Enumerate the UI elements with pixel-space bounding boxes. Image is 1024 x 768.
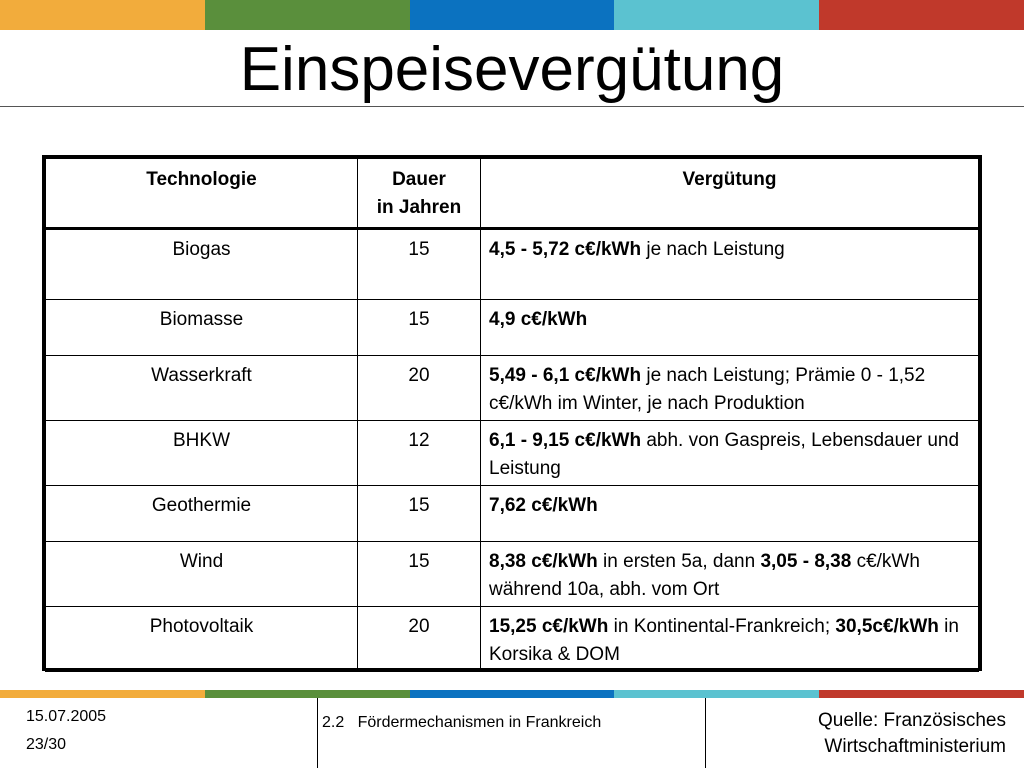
cell-technology: Photovoltaik — [46, 607, 358, 672]
rate-note: abh. von Gaspreis, Lebensdauer und Leistung — [489, 430, 960, 479]
table-row — [46, 356, 979, 421]
rate-value: 4,5 - 5,72 c€/kWh — [489, 239, 642, 260]
header-duration-line1: Dauer — [392, 169, 446, 190]
cell-technology: Wasserkraft — [46, 356, 358, 421]
rate-note: in Kontinental-Frankreich; — [608, 616, 836, 637]
cell-compensation — [481, 300, 979, 356]
slide-title: Einspeisevergütung — [239, 35, 785, 104]
rate-note: in ersten 5a, dann — [597, 551, 761, 572]
footer-source-line1: Quelle: Französisches — [818, 710, 1006, 731]
rate-note: je nach Leistung; Prämie 0 - 1,52 c€/kWh im Winter, je nach Produktion — [489, 365, 926, 414]
stripe-cyan — [614, 0, 819, 30]
rate-note-2: in Korsika & DOM — [489, 616, 959, 665]
footer-date: 15.07.2005 — [26, 708, 107, 725]
table-header-row — [46, 159, 979, 229]
stripe-cyan — [614, 690, 819, 698]
rate-value: 4,9 c€/kWh — [489, 309, 588, 330]
cell-technology: Wind — [46, 542, 358, 607]
rate-value-2: 30,5c€/kWh — [835, 616, 939, 637]
cell-years: 15 — [358, 300, 481, 356]
rate-value-2: 3,05 - 8,38 — [760, 551, 852, 572]
table-row — [46, 421, 979, 486]
cell-technology: BHKW — [46, 421, 358, 486]
rate-value: 8,38 c€/kWh — [489, 551, 598, 572]
cell-compensation — [481, 421, 979, 486]
cell-years: 12 — [358, 421, 481, 486]
header-duration-line2: in Jahren — [376, 197, 462, 218]
table-row — [46, 486, 979, 542]
rate-value: 7,62 c€/kWh — [489, 495, 598, 516]
table-row — [46, 607, 979, 672]
cell-years: 15 — [358, 486, 481, 542]
stripe-green — [205, 0, 410, 30]
cell-years: 15 — [358, 229, 481, 300]
header-duration — [358, 159, 481, 229]
rate-value: 6,1 - 9,15 c€/kWh — [489, 430, 642, 451]
bottom-color-stripe — [0, 690, 1024, 698]
table-row — [46, 300, 979, 356]
rate-value: 15,25 c€/kWh — [489, 616, 609, 637]
stripe-red — [819, 0, 1024, 30]
stripe-red — [819, 690, 1024, 698]
title-divider — [0, 106, 1024, 107]
cell-years: 20 — [358, 356, 481, 421]
footer-divider — [317, 698, 318, 768]
cell-technology: Biomasse — [46, 300, 358, 356]
cell-compensation — [481, 607, 979, 672]
cell-technology: Biogas — [46, 229, 358, 300]
stripe-blue — [410, 690, 615, 698]
cell-compensation — [481, 229, 979, 300]
stripe-green — [205, 690, 410, 698]
footer-section: 2.2 Fördermechanismen in Frankreich — [322, 714, 602, 731]
cell-technology: Geothermie — [46, 486, 358, 542]
top-color-stripe — [0, 0, 1024, 30]
cell-compensation — [481, 542, 979, 607]
footer-source — [706, 708, 1006, 760]
table-row — [46, 229, 979, 300]
rate-note-2: c€/kWh während 10a, abh. vom Ort — [489, 551, 920, 600]
header-technology: Technologie — [46, 159, 358, 229]
header-compensation: Vergütung — [481, 159, 979, 229]
cell-compensation — [481, 486, 979, 542]
stripe-blue — [410, 0, 615, 30]
table-row — [46, 542, 979, 607]
cell-years: 20 — [358, 607, 481, 672]
cell-compensation — [481, 356, 979, 421]
slide-footer — [0, 698, 1024, 768]
footer-page-number: 23/30 — [26, 736, 67, 753]
footer-source-line2: Wirtschaftministerium — [824, 736, 1006, 757]
feed-in-tariff-table — [42, 155, 982, 671]
stripe-orange — [0, 0, 205, 30]
rate-value: 5,49 - 6,1 c€/kWh — [489, 365, 642, 386]
stripe-orange — [0, 690, 205, 698]
cell-years: 15 — [358, 542, 481, 607]
rate-note: je nach Leistung — [641, 239, 785, 260]
